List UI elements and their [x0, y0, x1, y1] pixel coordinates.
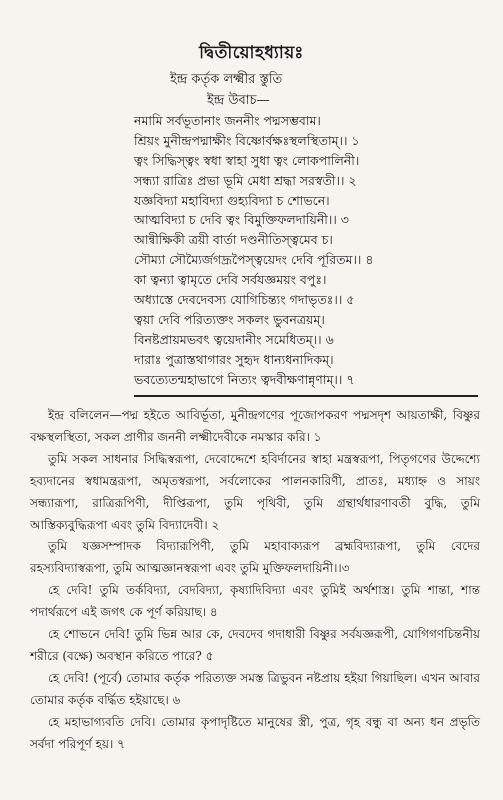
verse-line: যজ্ঞবিদ্যা মহাবিদ্যা গুহ্যবিদ্যা চ শোভনে। — [134, 192, 330, 208]
translation-paragraph: তুমি যজ্ঞসম্পাদক বিদ্যারূপিণী, তুমি মহাবাক্যরূপ ব্রহ্মবিদ্যারূপা, তুমি বেদের রহস্যবিদ্যাস্বরূপা, তুমি আত্মজ্ঞানস্বরূপা এবং তুমি মুক্তিফলদায়িনী।।৩ — [30, 539, 480, 576]
translation-paragraph: ইন্দ্র বলিলেন—পদ্ম হইতে আবির্ভূতা, মুনীন্দ্রগণের পূজোপকরণ পদ্মসদৃশ আয়তাক্ষী, বিষ্ণুর বক্ষস্থলস্থিতা, সকল প্রাণীর জননী লক্ষ্মীদেবীকে নমস্কার করি। ১ — [30, 408, 480, 444]
verse-line: কা ত্বন্যা ত্বামৃতে দেবি সর্বযজ্ঞময়ং বপুঃ। — [134, 272, 327, 288]
translation-paragraph: হে মহাভাগ্যবতি দেবি। তোমার কৃপাদৃষ্টিতে মানুষের স্ত্রী, পুত্র, গৃহ বন্ধু বা অন্য ধন প্রভৃতি সর্বদা পরিপূর্ণ হয়। ৭ — [30, 714, 480, 751]
verse-block — [134, 111, 494, 389]
verse-line: দারাঃ পুত্রাস্তথাগারং সুহৃদ ধান্যধনাদিকম্। — [134, 351, 334, 367]
translation-paragraph: হে শোভনে দেবি! তুমি ভিন্ন আর কে, দেবদেব গদাধারী বিষ্ণুর সর্বযজ্ঞরূপী, যোগিগণচিন্তনীয় শরীরে (বক্ষে) অবস্থান করিতে পারে? ৫ — [30, 627, 480, 663]
translation-block — [30, 405, 480, 756]
hymn-title: ইন্দ্র কর্তৃক লক্ষ্মীর স্তুতি — [170, 72, 283, 87]
verse-line: নমামি সর্বভূতানাং জননীং পদ্মসম্ভবাম। — [134, 113, 321, 128]
verse-line: ত্বয়া দেবি পরিত্যক্তং সকলং ভুবনত্রয়ম্। — [134, 311, 325, 327]
translation-paragraph: তুমি সকল সাধনার সিদ্ধিস্বরূপা, দেবোদ্দেশে হবির্দানের স্বাহা মন্ত্রস্বরূপা, পিতৃগণের উদ্দেশ্যে হব্যদানের স্বধামন্ত্ররূপা, অমৃতস্বরূপা, সর্বলোকের পালনকারিণী, প্রাতঃ, মধ্যাহ্ন ও সায়ং সন্ধ্যারূপা, রাত্রিরূপিণী, দীপ্তিরূপা, তুমি পৃথিবী, তুমি গ্রন্থার্থধারণাবতী বুদ্ধি, তুমি আস্তিক্যবুদ্ধিরূপা এবং তুমি বিদ্যাদেবী। ২ — [30, 451, 480, 532]
verse-line: সৌম্যা সৌম্যৈর্জগদ্রূপৈস্ত্বয়েদং দেবি পূরিতম।। ৪ — [134, 252, 374, 268]
chapter-title: দ্বিতীয়োহধ্যায়ঃ — [199, 43, 304, 63]
verse-line: আত্মবিদ্যা চ দেবি ত্বং বিমুক্তিফলদায়িনী।। ৩ — [134, 212, 349, 228]
speaker-label: ইন্দ্র উবাচ— — [207, 93, 270, 108]
verse-line: আন্বীক্ষিকী ত্রয়ী বার্তা দণ্ডনীতিস্ত্বমেব চ। — [134, 232, 333, 248]
translation-paragraph: হে দেবি! (পূর্বে) তোমার কর্তৃক পরিত্যক্ত সমস্ত ত্রিভুবন নষ্টপ্রায় হইয়া গিয়াছিল। এখন আবার তোমার কর্তৃক বর্দ্ধিত হইয়াছে। ৬ — [30, 670, 480, 707]
verse-line: অধ্যাস্তে দেবদেবস্য যোগিচিন্ত্যং গদাভৃতঃ।। ৫ — [134, 292, 355, 308]
section-divider — [134, 395, 478, 397]
verse-line: সন্ধ্যা রাত্রিঃ প্রভা ভূমি মেধা শ্রদ্ধা সরস্বতী।। ২ — [134, 172, 357, 188]
verse-line: শ্রিয়ং মুনীন্দ্রপদ্মাক্ষীং বিষ্ণোর্বক্ষঃস্থলস্থিতাম্।। ১ — [134, 132, 360, 148]
verse-line: বিনষ্টপ্রায়মভবৎ ত্বয়েদানীং সমেধিতম্।। ৬ — [134, 331, 334, 347]
translation-paragraph: হে দেবি! তুমি তর্কবিদ্যা, বেদবিদ্যা, কৃষ্যাদিবিদ্যা এবং তুমিই অর্থশাস্ত্র। তুমি শান্তা, শান্ত পদার্থরূপে এই জগৎ কে পূর্ণ করিয়াছ। ৪ — [30, 583, 480, 620]
verse-line: ভবত্যেতন্মহাভাগে নিত্যং ত্বদবীক্ষণান্নৃণাম্।। ৭ — [134, 371, 355, 387]
verse-line: ত্বং সিদ্ধিস্ত্বং স্বধা স্বাহা সুধা ত্বং লোকপালিনী। — [134, 152, 360, 168]
